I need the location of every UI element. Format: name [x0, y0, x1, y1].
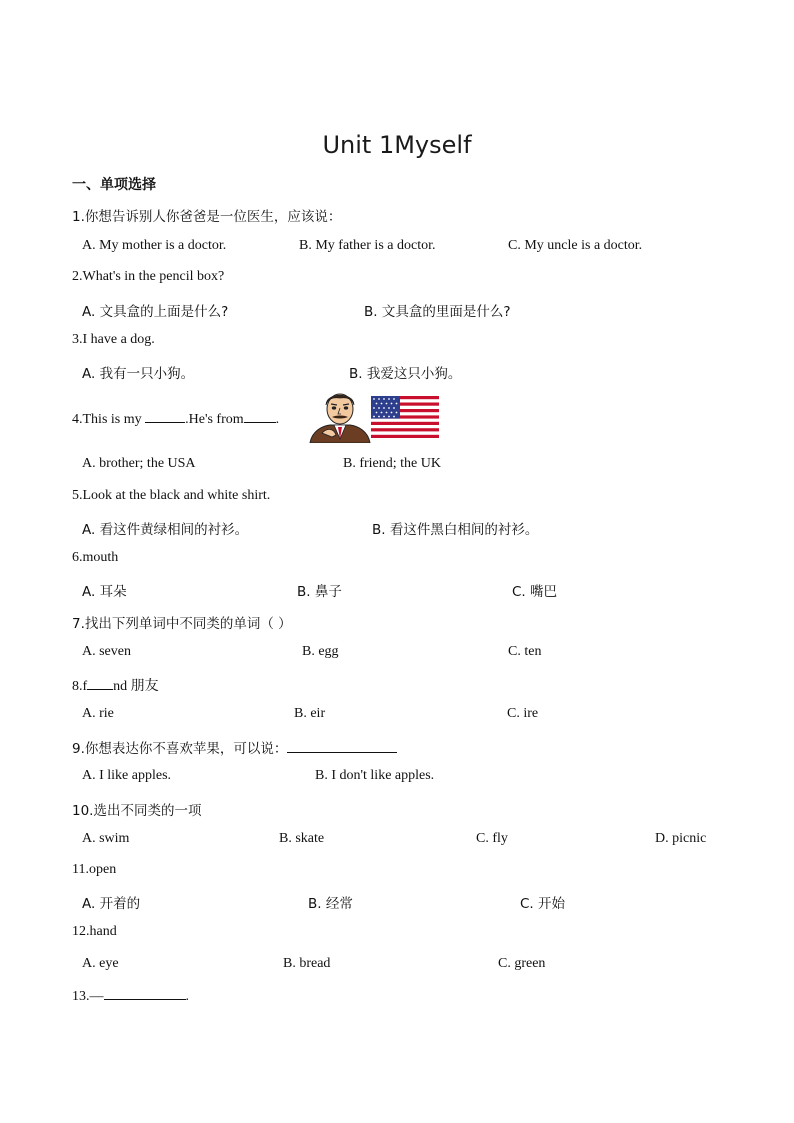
question-11-option-b: B. 经常	[308, 896, 353, 912]
question-12-option-c: C. green	[498, 956, 546, 971]
question-10-option-d: D. picnic	[655, 831, 707, 846]
question-4-stem-part-2: .He's from	[185, 412, 244, 427]
question-5-option-a: A. 看这件黄绿相间的衬衫。	[82, 522, 249, 538]
question-3-option-a: A. 我有一只小狗。	[82, 366, 195, 382]
question-5-stem: 5.Look at the black and white shirt.	[72, 488, 271, 503]
question-7-option-a: A. seven	[82, 644, 131, 659]
question-1-option-c: C. My uncle is a doctor.	[508, 238, 643, 253]
question-4-stem-part-1: 4.This is my	[72, 412, 146, 427]
question-4-option-b: B. friend; the UK	[343, 456, 441, 471]
question-12-stem: 12.hand	[72, 924, 117, 939]
question-4-option-a: A. brother; the USA	[82, 456, 196, 471]
question-8-option-c: C. ire	[507, 706, 539, 721]
answer-blank	[104, 987, 186, 1000]
answer-blank	[244, 410, 276, 423]
question-6-stem: 6.mouth	[72, 550, 119, 565]
answer-blank	[287, 740, 397, 753]
question-13-stem	[72, 987, 189, 1005]
page-title: Unit 1Myself	[322, 131, 472, 159]
question-6-option-c: C. 嘴巴	[512, 584, 558, 600]
question-12-option-a: A. eye	[82, 956, 119, 971]
question-10-stem: 10.选出不同类的一项	[72, 803, 202, 819]
question-1-stem: 1.你想告诉别人你爸爸是一位医生，应该说：	[72, 209, 342, 225]
question-5-option-b: B. 看这件黑白相间的衬衫。	[372, 522, 539, 538]
question-4-stem-part-3: .	[275, 412, 280, 427]
question-2-option-b: B. 文具盒的里面是什么?	[364, 304, 511, 320]
usa-flag-icon	[371, 396, 439, 438]
question-8-stem	[72, 675, 159, 695]
question-8-option-b: B. eir	[294, 706, 326, 721]
question-11-stem: 11.open	[72, 862, 117, 877]
answer-blank	[145, 410, 185, 423]
question-10-option-b: B. skate	[279, 831, 325, 846]
question-9-option-a: A. I like apples.	[82, 768, 172, 783]
question-13-stem-text: 13.—	[72, 989, 104, 1004]
question-6-option-a: A. 耳朵	[82, 584, 127, 600]
question-2-option-a: A. 文具盒的上面是什么?	[82, 304, 229, 320]
question-8-stem-part-2: nd 朋友	[113, 679, 159, 694]
question-11-option-c: C. 开始	[520, 896, 566, 912]
question-2-stem: 2.What's in the pencil box?	[72, 269, 225, 284]
question-12-option-b: B. bread	[283, 956, 331, 971]
question-9-option-b: B. I don't like apples.	[315, 768, 435, 783]
question-11-option-a: A. 开着的	[82, 896, 141, 912]
question-8-option-a: A. rie	[82, 706, 114, 721]
man-cartoon-icon	[308, 389, 372, 443]
question-7-stem: 7.找出下列单词中不同类的单词（ ）	[72, 616, 292, 632]
question-10-option-c: C. fly	[476, 831, 508, 846]
section-heading: 一、单项选择	[72, 177, 156, 193]
question-1-option-b: B. My father is a doctor.	[299, 238, 436, 253]
question-7-option-b: B. egg	[302, 644, 339, 659]
question-4-stem	[72, 410, 279, 428]
question-6-option-b: B. 鼻子	[297, 584, 342, 600]
question-10-option-a: A. swim	[82, 831, 130, 846]
question-3-option-b: B. 我爱这只小狗。	[349, 366, 462, 382]
question-7-option-c: C. ten	[508, 644, 542, 659]
question-3-stem: 3.I have a dog.	[72, 332, 155, 347]
question-9-stem	[72, 737, 397, 757]
answer-blank	[87, 677, 113, 690]
question-13-stem-end: .	[185, 989, 189, 1004]
question-8-stem-part-1: 8.f	[72, 679, 88, 694]
question-9-stem-text: 9.你想表达你不喜欢苹果，可以说：	[72, 741, 288, 757]
question-1-option-a: A. My mother is a doctor.	[82, 238, 227, 253]
